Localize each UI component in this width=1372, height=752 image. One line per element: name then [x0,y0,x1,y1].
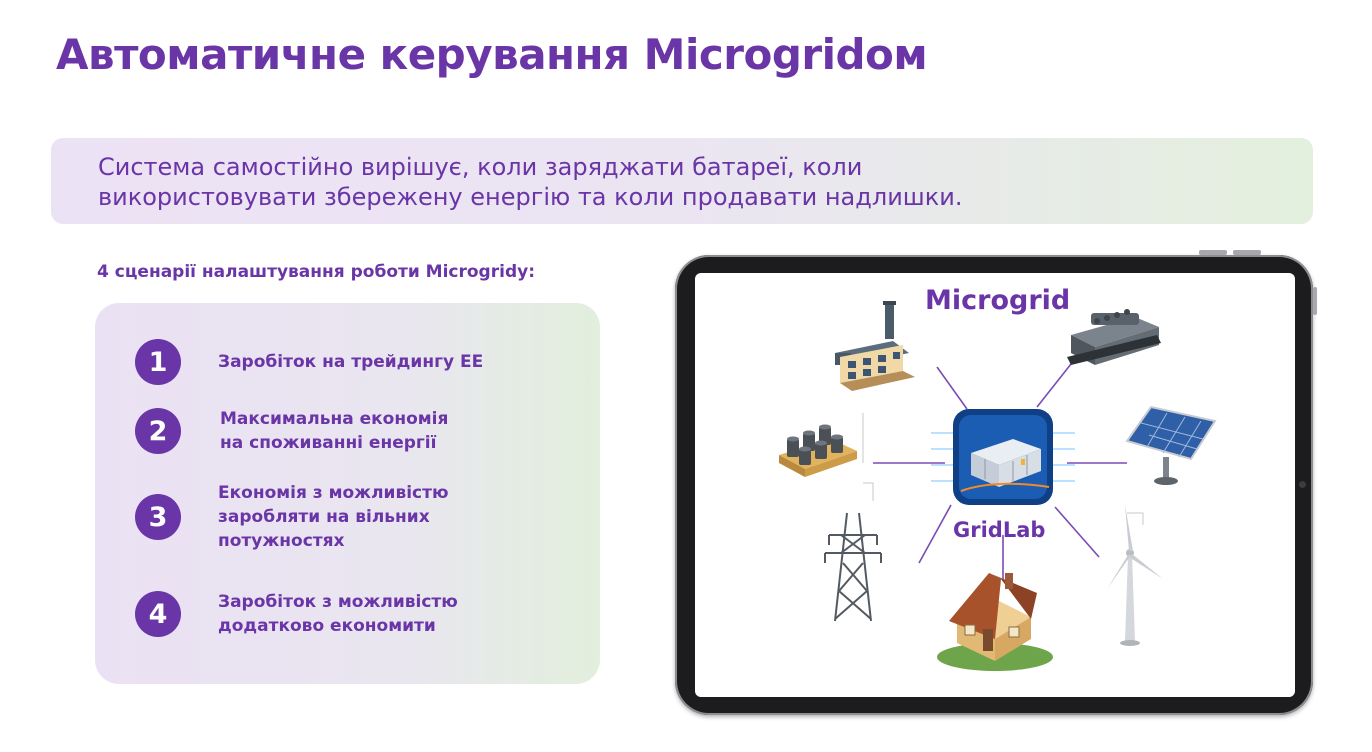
tablet-power-button [1313,287,1317,315]
scenario-text-line: заробляти на вільних [218,507,430,527]
scenario-text-line: додатково економити [218,616,436,636]
factory-icon [835,301,915,391]
scenario-text-line: Заробіток на трейдингу ЕЕ [218,352,484,372]
banner-line-1: Система самостійно вирішує, коли заряджати батареї, коли [98,153,863,181]
page-title: Автоматичне керування Microgridом [56,30,928,79]
scenario-text [218,481,449,553]
power-pylon-icon [825,513,881,621]
banner-text [98,152,962,212]
scenario-number-badge: 1 [135,339,181,385]
scenarios-heading: 4 сценарії налаштування роботи Microgridу: [97,262,535,282]
scenario-number-badge: 2 [135,408,181,454]
scenarios-card [95,303,600,684]
scenario-item-4 [135,590,458,638]
tablet-screen [695,273,1295,697]
tablet-volume-button [1199,250,1227,255]
scenario-item-1 [135,339,483,385]
battery-storage-icon [779,425,857,478]
scenario-text-line: Заробіток з можливістю [218,592,458,612]
generator-icon [1067,309,1161,365]
tablet-camera [1299,481,1306,488]
diagram-title: Microgrid [925,285,1071,316]
scenario-number-badge: 4 [135,591,181,637]
gridlab-hub-icon [931,409,1075,505]
scenario-text-line: Максимальна економія [220,409,449,429]
wind-turbine-icon [1107,505,1163,646]
scenario-number-badge: 3 [135,494,181,540]
tablet-volume-button [1233,250,1261,255]
description-banner [51,138,1313,224]
scenario-text-line: на споживанні енергії [220,433,437,453]
tablet-device [675,255,1313,715]
scenario-item-2 [135,407,448,455]
scenario-text [220,407,448,455]
scenario-text [218,350,483,374]
solar-panel-icon [1127,407,1215,485]
house-icon [937,573,1053,671]
scenario-item-3 [135,481,449,553]
microgrid-diagram [695,273,1295,697]
scenario-text [218,590,458,638]
hub-label: GridLab [953,518,1046,542]
banner-line-2: використовувати збережену енергію та коли продавати надлишки. [98,183,963,211]
scenario-text-line: Економія з можливістю [218,483,449,503]
scenario-text-line: потужностях [218,531,345,551]
